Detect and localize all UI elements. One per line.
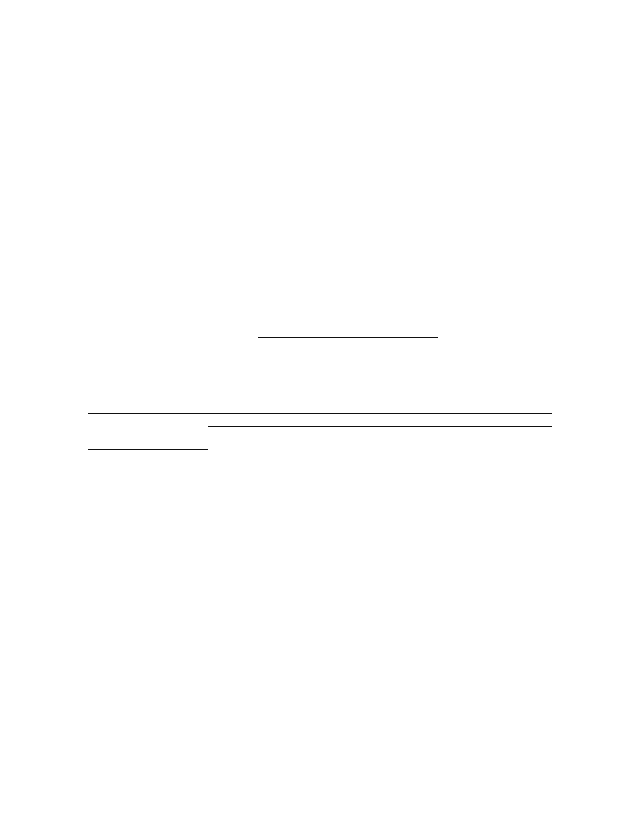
- col-instance: [88, 414, 142, 427]
- col-opt-line2: [166, 427, 208, 438]
- fraction-bar: [258, 337, 438, 338]
- excess-formula: [170, 320, 490, 360]
- group-gnx: [323, 414, 438, 427]
- results-table: [88, 413, 552, 450]
- col-opt: [166, 414, 208, 427]
- col-n: [142, 414, 166, 427]
- group-scx: [437, 414, 552, 427]
- group-erx: [208, 414, 323, 427]
